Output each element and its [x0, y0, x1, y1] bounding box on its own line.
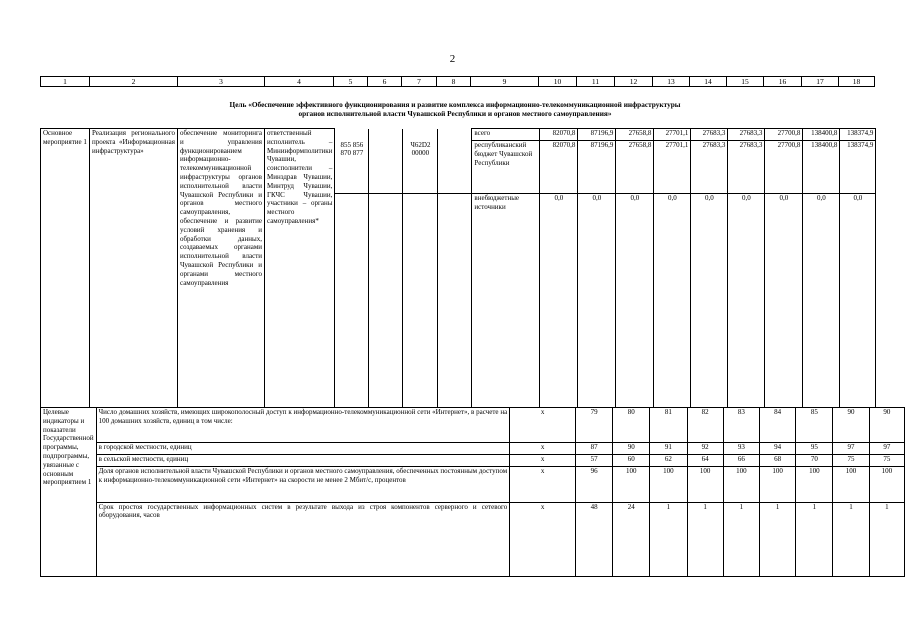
column-number: 15 [727, 77, 764, 87]
value-cell: 90 [833, 408, 869, 443]
value-cell: 1 [723, 502, 759, 576]
value-cell: 100 [869, 467, 904, 503]
column-number: 5 [334, 77, 368, 87]
indicators-label: Целевые индикаторы и показатели Государственной программы, подпрограммы, увязанные с основным мероприятием 1 [41, 408, 97, 577]
value-cell: 85 [796, 408, 833, 443]
value-cell: 138400,8 [803, 129, 840, 141]
value-cell: 97 [869, 442, 904, 454]
value-cell: 27683,3 [691, 141, 728, 194]
value-cell: 1 [869, 502, 904, 576]
column-number: 9 [471, 77, 539, 87]
value-cell: 27658,8 [616, 141, 654, 194]
value-cell: 0,0 [654, 194, 691, 408]
goal-line-1: Цель «Обеспечение эффективного функционирования и развитие комплекса информационно-телекоммуникационной инфраструктуры [229, 100, 681, 109]
value-cell: 57 [576, 454, 613, 466]
value-cell: 27683,3 [728, 141, 765, 194]
value-cell: 80 [613, 408, 650, 443]
value-cell: 27701,1 [654, 141, 691, 194]
column-number: 14 [690, 77, 727, 87]
indicator-text: Число домашних хозяйств, имеющих широкополосный доступ к информационно-телекоммуникационной сети «Интернет», в расчете на 100 домашних хозяйств, единиц в том числе: [96, 408, 510, 443]
value-cell: 100 [759, 467, 795, 503]
value-cell: 100 [796, 467, 833, 503]
value-cell: 27683,3 [728, 129, 765, 141]
value-cell: 96 [576, 467, 613, 503]
value-cell: 138400,8 [803, 141, 840, 194]
value-cell: 70 [796, 454, 833, 466]
indicators-table [40, 407, 905, 577]
value-cell: 87196,9 [578, 129, 616, 141]
goal-title [40, 100, 870, 118]
column-number: 13 [653, 77, 690, 87]
value-cell: 91 [650, 442, 687, 454]
source-extrabudgetary: внебюджетные источники [472, 194, 540, 408]
column-number: 11 [577, 77, 615, 87]
value-cell: 100 [613, 467, 650, 503]
value-cell: 27658,8 [616, 129, 654, 141]
value-cell: 0,0 [765, 194, 803, 408]
value-cell: 0,0 [803, 194, 840, 408]
column-number: 8 [437, 77, 471, 87]
value-cell: 0,0 [691, 194, 728, 408]
project-name: Реализация регионального проекта «Информационная инфраструктура» [90, 129, 178, 408]
value-cell: 138374,9 [840, 129, 876, 141]
value-cell: 62 [650, 454, 687, 466]
value-cell: 1 [650, 502, 687, 576]
indicator-text: в сельской местности, единиц [96, 454, 510, 466]
value-cell: 90 [613, 442, 650, 454]
column-number: 12 [615, 77, 653, 87]
budget-codes: 855 856 870 877 [335, 141, 369, 194]
indicator-x: x [510, 408, 576, 443]
value-cell: 0,0 [578, 194, 616, 408]
value-cell: 92 [687, 442, 723, 454]
value-cell: 1 [796, 502, 833, 576]
value-cell: 138374,9 [840, 141, 876, 194]
main-activity-label: Основное мероприятие 1 [41, 129, 90, 408]
column-number: 2 [90, 77, 178, 87]
value-cell: 100 [833, 467, 869, 503]
value-cell: 1 [687, 502, 723, 576]
value-cell: 82070,8 [540, 141, 578, 194]
value-cell: 79 [576, 408, 613, 443]
column-number: 6 [368, 77, 402, 87]
source-total: всего [472, 129, 540, 141]
page-number: 2 [449, 53, 456, 65]
value-cell: 75 [869, 454, 904, 466]
value-cell: 27700,8 [765, 141, 803, 194]
column-number: 16 [764, 77, 802, 87]
column-number: 17 [802, 77, 839, 87]
indicator-x: x [510, 454, 576, 466]
value-cell: 0,0 [840, 194, 876, 408]
indicator-x: x [510, 442, 576, 454]
value-cell: 75 [833, 454, 869, 466]
value-cell: 90 [869, 408, 904, 443]
value-cell: 100 [723, 467, 759, 503]
indicator-text: Доля органов исполнительной власти Чувашской Республики и органов местного самоуправления, обеспеченных постоянным доступом к информационно-телекоммуникационной сети «Интернет» на скорости не менее 2 Мбит/с, процентов [96, 467, 510, 503]
value-cell: 27701,1 [654, 129, 691, 141]
executors: ответственный исполнитель – Мининформполитики Чувашии, соисполнители – Минздрав Чувашии, Минтруд Чувашии, ГКЧС Чувашии, участники – органы местного самоуправления* [265, 129, 335, 408]
value-cell: 27700,8 [765, 129, 803, 141]
value-cell: 84 [759, 408, 795, 443]
value-cell: 27683,3 [691, 129, 728, 141]
value-cell: 82070,8 [540, 129, 578, 141]
value-cell: 93 [723, 442, 759, 454]
value-cell: 87 [576, 442, 613, 454]
value-cell: 87196,9 [578, 141, 616, 194]
value-cell: 1 [759, 502, 795, 576]
value-cell: 81 [650, 408, 687, 443]
value-cell: 82 [687, 408, 723, 443]
column-number: 10 [539, 77, 577, 87]
indicator-text: Срок простоя государственных информационных систем в результате выхода из строя компонентов серверного и сетевого оборудования, часов [96, 502, 510, 576]
value-cell: 83 [723, 408, 759, 443]
value-cell: 64 [687, 454, 723, 466]
column-number: 7 [402, 77, 437, 87]
value-cell: 0,0 [540, 194, 578, 408]
indicator-text: в городской местности, единиц [96, 442, 510, 454]
value-cell: 0,0 [728, 194, 765, 408]
column-number: 18 [839, 77, 875, 87]
target-code: Ч62D2 00000 [403, 141, 438, 194]
main-activity-table [40, 128, 876, 408]
value-cell: 24 [613, 502, 650, 576]
value-cell: 68 [759, 454, 795, 466]
activity-description: обеспечение мониторинга и управления функционированием информационно-телекоммуникационной инфраструктуры органов исполнительной власти Чувашской Республики и органов местного самоуправления, обеспечение и развитие условий хранения и обработки данных, создаваемых органами исполнительной власти Чувашской Республики и органами местного самоуправления [178, 129, 265, 408]
value-cell: 48 [576, 502, 613, 576]
value-cell: 100 [687, 467, 723, 503]
goal-line-2: органов исполнительной власти Чувашской Республики и органов местного самоуправления» [298, 109, 612, 118]
value-cell: 100 [650, 467, 687, 503]
value-cell: 94 [759, 442, 795, 454]
column-number: 4 [265, 77, 334, 87]
value-cell: 97 [833, 442, 869, 454]
indicator-x: x [510, 467, 576, 503]
value-cell: 0,0 [616, 194, 654, 408]
indicator-x: x [510, 502, 576, 576]
column-number: 3 [178, 77, 265, 87]
column-number: 1 [41, 77, 90, 87]
value-cell: 1 [833, 502, 869, 576]
value-cell: 60 [613, 454, 650, 466]
value-cell: 95 [796, 442, 833, 454]
value-cell: 66 [723, 454, 759, 466]
column-number-header [40, 76, 875, 87]
source-republic-budget: республиканский бюджет Чувашской Республики [472, 141, 540, 194]
